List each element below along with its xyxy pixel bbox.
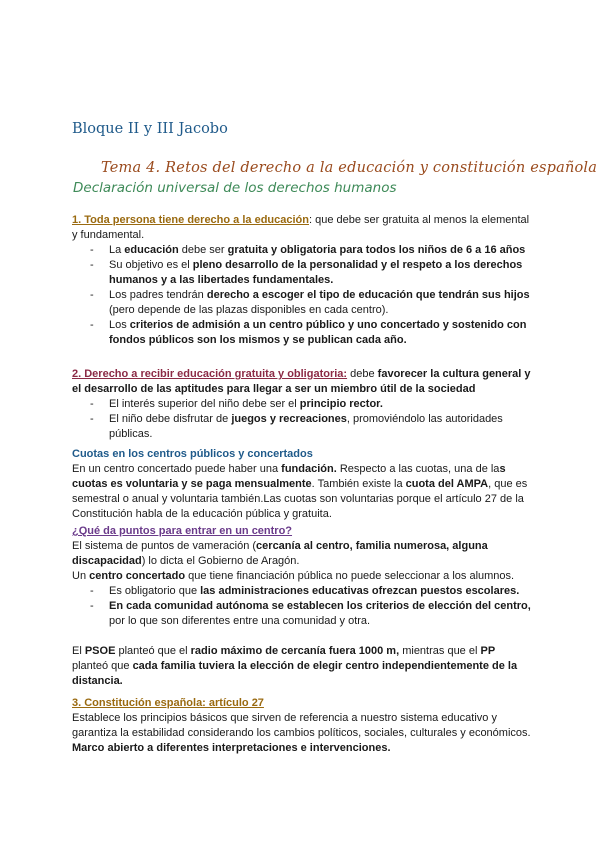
section-2-heading: 2. Derecho a recibir educación gratuita y obligatoria:: [72, 368, 348, 380]
list-item: - Su objetivo es el pleno desarrollo de la personalidad y el respeto a los derechos humanos y a las libertades fundamentales.: [72, 258, 532, 288]
section-3-text: Establece los principios básicos que sirven de referencia a nuestro sistema educativo y garantiza la estabilidad considerando los cambios políticos, sociales, culturales y económicos. Marco abierto a diferentes interpretaciones e intervenciones.: [72, 712, 531, 754]
subtitle: Declaración universal de los derechos humanos: [73, 180, 397, 196]
section-1-intro: [72, 213, 532, 243]
tema-heading: Tema 4. Retos del derecho a la educación y constitución española: [101, 160, 598, 176]
list-item: - El interés superior del niño debe ser el principio rector.: [72, 397, 532, 412]
list-item: - Los criterios de admisión a un centro público y uno concertado y sostenido con fondos públicos son los mismos y se publican cada año.: [72, 318, 532, 348]
page-title: Bloque II y III Jacobo: [72, 121, 228, 137]
section-1-heading: 1. Toda persona tiene derecho a la educación: [72, 214, 309, 226]
list-item: - Los padres tendrán derecho a escoger el tipo de educación que tendrán sus hijos (pero depende de las plazas disponibles en cada centro).: [72, 288, 532, 318]
section-cuotas-heading: Cuotas en los centros públicos y concertados: [72, 448, 313, 460]
section-2-intro: 2. Derecho a recibir educación gratuita y obligatoria: debe favorecer la cultura general y el desarrollo de las aptitudes para llegar a ser un miembro útil de la sociedad: [72, 368, 531, 395]
section-1: [72, 213, 532, 348]
list-item: - Es obligatorio que las administraciones educativas ofrezcan puestos escolares.: [72, 584, 532, 599]
section-3-heading: 3. Constitución española: artículo 27: [72, 697, 264, 709]
section-puntos-heading: ¿Qué da puntos para entrar en un centro?: [72, 525, 293, 537]
section-cuotas-text: En un centro concertado puede haber una fundación. Respecto a las cuotas, una de las cuotas es voluntaria y se paga mensualmente. También existe la cuota del AMPA, que es semestral o anual y voluntaria también.Las cuotas son voluntarias porque el artículo 27 de la Constitución habla de la educación pública y gratuita.: [72, 463, 528, 520]
section-puntos-list: [72, 584, 532, 629]
section-puntos: [72, 524, 532, 689]
list-item: - En cada comunidad autónoma se establecen los criterios de elección del centro, por lo que son diferentes entre una comunidad y otra.: [72, 599, 532, 629]
list-item: - El niño debe disfrutar de juegos y recreaciones, promoviéndolo las autoridades públicas.: [72, 412, 532, 442]
section-puntos-p2: Un centro concertado que tiene financiación pública no puede seleccionar a los alumnos.: [72, 570, 515, 582]
section-cuotas: [72, 447, 532, 522]
section-puntos-p1: El sistema de puntos de vameración (cercanía al centro, familia numerosa, alguna discapacidad) lo dicta el Gobierno de Aragón.: [72, 540, 488, 567]
section-2: [72, 367, 532, 442]
section-1-intro-text: : que debe ser gratuita al menos la elemental y fundamental.: [72, 214, 530, 241]
section-2-list: [72, 397, 532, 442]
section-1-list: [72, 243, 532, 348]
section-3: [72, 696, 532, 756]
list-item: - La educación debe ser gratuita y obligatoria para todos los niños de 6 a 16 años: [72, 243, 532, 258]
section-puntos-p3: El PSOE planteó que el radio máximo de cercanía fuera 1000 m, mientras que el PP planteó que cada familia tuviera la elección de elegir centro independientemente de la distancia.: [72, 645, 518, 687]
